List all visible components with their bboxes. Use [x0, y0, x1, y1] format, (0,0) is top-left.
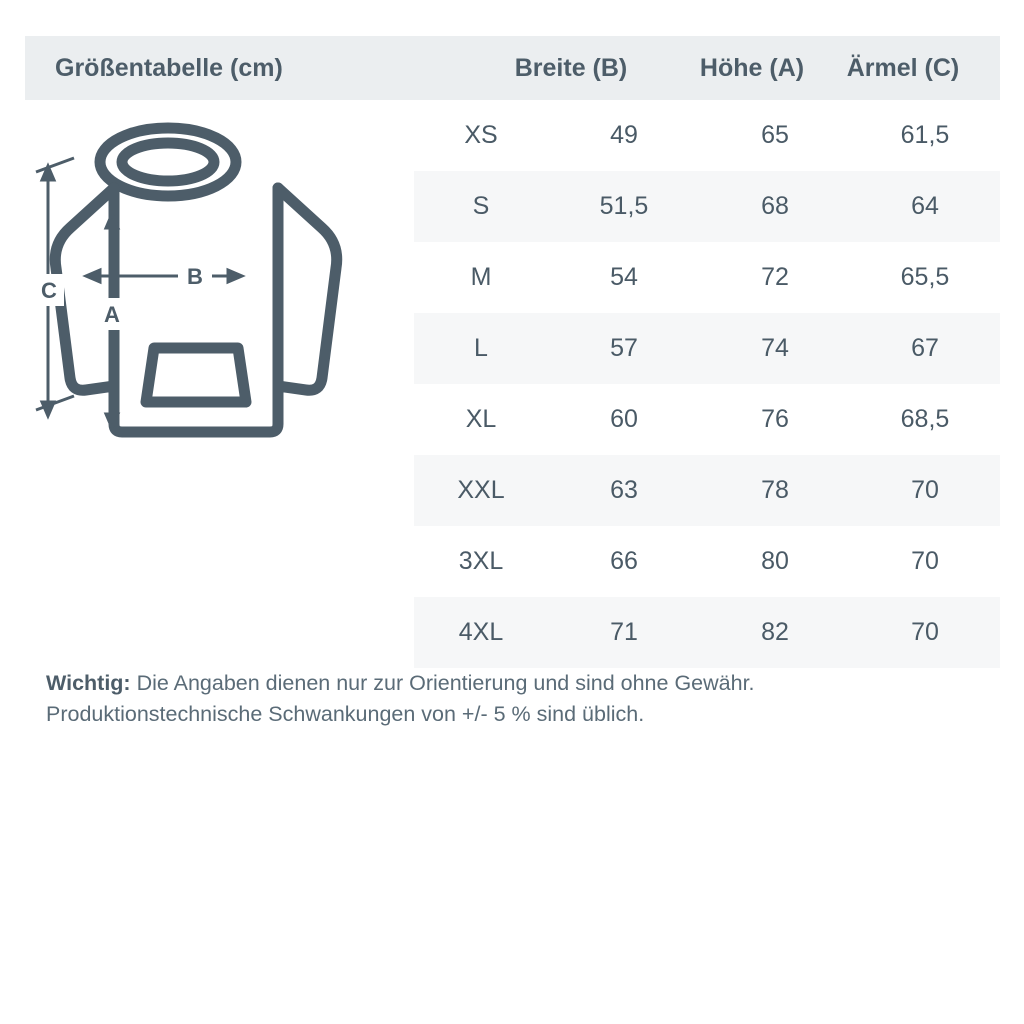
cell-aermel: 70: [911, 547, 939, 575]
cell-breite: 66: [610, 547, 638, 575]
cell-size: L: [474, 334, 488, 362]
cell-hoehe: 74: [761, 334, 789, 362]
column-header-breite: Breite (B): [514, 53, 628, 82]
column-header-hoehe: Höhe (A): [699, 53, 805, 82]
cell-size: 4XL: [458, 618, 504, 646]
cell-breite: 51,5: [599, 192, 649, 220]
footnote: [46, 668, 996, 730]
header-columns: [466, 54, 1000, 83]
page-title: Größentabelle (cm): [55, 53, 283, 82]
cell-breite: 60: [610, 405, 638, 433]
footnote-lead: Wichtig:: [46, 671, 131, 695]
table-header: [25, 36, 1000, 100]
cell-breite: 54: [610, 263, 638, 291]
table-row: [414, 384, 1000, 455]
cell-hoehe: 65: [761, 121, 789, 149]
cell-size: XS: [464, 121, 498, 149]
cell-aermel: 61,5: [900, 121, 950, 149]
cell-hoehe: 76: [761, 405, 789, 433]
table-row: [414, 242, 1000, 313]
cell-aermel: 68,5: [900, 405, 950, 433]
cell-hoehe: 72: [761, 263, 789, 291]
cell-hoehe: 68: [761, 192, 789, 220]
table-row: [414, 526, 1000, 597]
cell-hoehe: 78: [761, 476, 789, 504]
label-c: C: [41, 278, 57, 303]
table-row: [414, 100, 1000, 171]
footnote-line1: Die Angaben dienen nur zur Orientierung und sind ohne Gewähr.: [130, 671, 755, 695]
cell-breite: 71: [610, 618, 638, 646]
cell-breite: 57: [610, 334, 638, 362]
cell-size: S: [472, 192, 490, 220]
cell-size: XXL: [457, 476, 505, 504]
table-row: [414, 455, 1000, 526]
cell-aermel: 70: [911, 476, 939, 504]
cell-aermel: 65,5: [900, 263, 950, 291]
size-table: [414, 100, 1000, 668]
cell-breite: 49: [610, 121, 638, 149]
cell-size: 3XL: [458, 547, 504, 575]
cell-aermel: 67: [911, 334, 939, 362]
cell-hoehe: 82: [761, 618, 789, 646]
hoodie-illustration: [30, 110, 414, 470]
cell-size: M: [470, 263, 492, 291]
footnote-line2: Produktionstechnische Schwankungen von +/- 5 % sind üblich.: [46, 702, 645, 726]
table-row: [414, 171, 1000, 242]
label-a: A: [104, 302, 120, 327]
label-b: B: [187, 264, 203, 289]
table-row: [414, 597, 1000, 668]
column-header-aermel: Ärmel (C): [846, 53, 960, 82]
cell-aermel: 64: [911, 192, 939, 220]
cell-aermel: 70: [911, 618, 939, 646]
cell-hoehe: 80: [761, 547, 789, 575]
cell-breite: 63: [610, 476, 638, 504]
table-row: [414, 313, 1000, 384]
cell-size: XL: [465, 405, 497, 433]
